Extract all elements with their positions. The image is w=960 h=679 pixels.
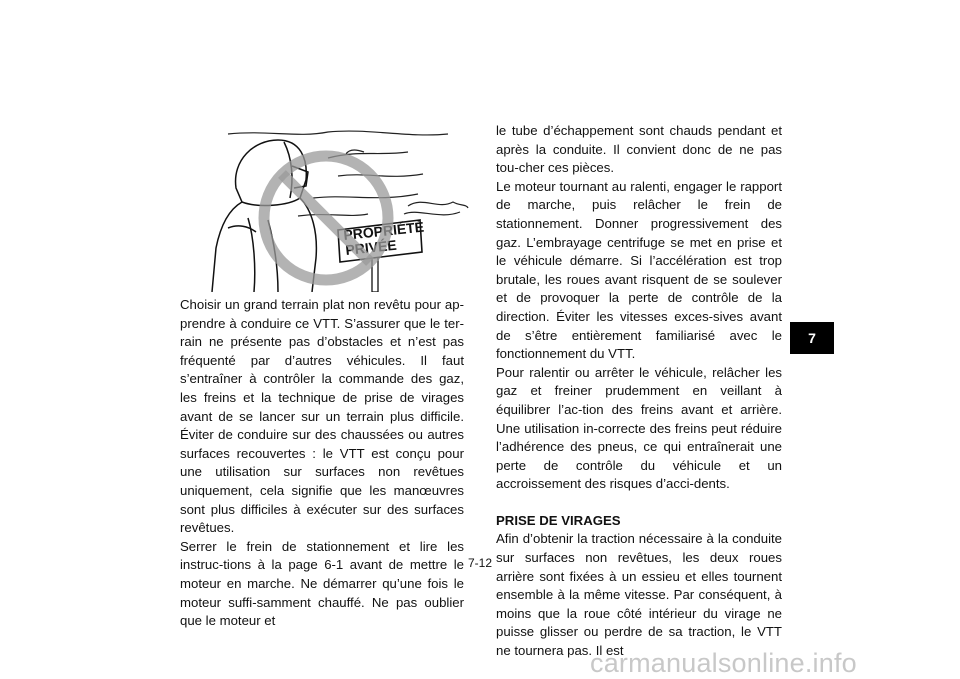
- section-heading: PRISE DE VIRAGES: [496, 512, 621, 528]
- paragraph: Le moteur tournant au ralenti, engager le rapport de marche, puis relâcher le frein de stationnement. Donner progressivement des gaz. L’embrayage centrifuge se met en prise et le véhicule démarre. Si l’accélération est trop brutale, les roues avant risquent de se soulever et de provoquer la perte de contrôle de la direction. Éviter les vitesses exces-sives avant de s’être entièrement familiarisé avec le fonctionnement du VTT.: [496, 178, 782, 362]
- prohibition-sign-icon: [264, 156, 388, 280]
- paragraph: Pour ralentir ou arrêter le véhicule, relâcher les gaz et freiner prudemment en veillant à équilibrer l’ac-tion des freins avant et arrière. Une utilisation in-correcte des freins peut réduire l’adhérence des pneus, ce qui entraînerait une perte de contrôle du véhicule et un accroissement des risques d’acci-dents.: [496, 364, 782, 492]
- chapter-tab: 7: [790, 322, 834, 354]
- paragraph: Serrer le frein de stationnement et lire les instruc-tions à la page 6-1 avant de mettre le moteur en marche. Ne démarrer qu’une fois le moteur suffi-samment chauffé. Ne pas oublier que le moteur et: [180, 538, 464, 629]
- paragraph: le tube d’échappement sont chauds pendant et après la conduite. Il convient donc de ne pas tou-cher ces pièces.: [496, 123, 782, 176]
- watermark: carmanualsonline.info: [590, 648, 857, 678]
- sign-text-line-1: PROPRIÉTÉ: [342, 218, 425, 243]
- paragraph: Afin d’obtenir la traction nécessaire à la conduite sur surfaces non revêtues, les deux roues arrière sont fixées à un essieu et elles tournent ensemble à la même vitesse. Par conséquent, à moins que la roue côté intérieur du virage ne puisse glisser ou perdre de sa traction, le VTT ne tournera pas. Il est: [496, 531, 782, 659]
- rider-illustration: [208, 128, 470, 292]
- sign-text-line-2: PRIVÉE: [344, 236, 398, 258]
- left-column: [180, 296, 464, 631]
- paragraph: Choisir un grand terrain plat non revêtu pour ap-prendre à conduire ce VTT. S’assurer que le ter-rain ne présente pas d’obstacles et n’est pas fréquenté par d’autres véhicules. Il faut s’entraîner à contrôler la commande des gaz, les freins et la technique de prise de virages avant de se lancer sur un terrain plus difficile. Éviter de conduire sur des chaussées ou autres surfaces recouvertes : le VTT est conçu pour une utilisation sur surfaces non revêtues uniquement, cela signifie que les manœuvres sont plus difficiles à exécuter sur des surfaces revêtues.: [180, 297, 464, 536]
- right-column: [496, 122, 782, 661]
- page-number: 7-12: [467, 556, 493, 570]
